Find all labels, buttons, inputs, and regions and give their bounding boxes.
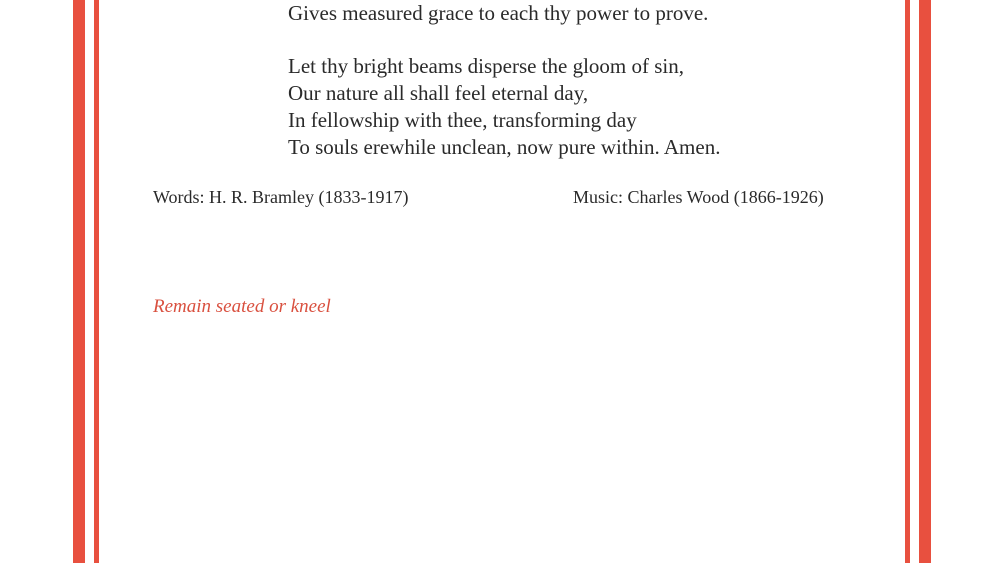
left-outer-border	[73, 0, 85, 563]
verse-line: To souls erewhile unclean, now pure within. Amen.	[288, 135, 721, 159]
music-credit: Music: Charles Wood (1866-1926)	[573, 187, 824, 207]
verse-line: Gives measured grace to each thy power to prove.	[288, 1, 709, 25]
rubric-instruction: Remain seated or kneel	[153, 296, 331, 317]
previous-stanza-tail	[288, 0, 708, 27]
verse-line: Let thy bright beams disperse the gloom of sin,	[288, 54, 685, 78]
hymn-stanza	[288, 53, 720, 161]
words-credit: Words: H. R. Bramley (1833-1917)	[153, 187, 409, 207]
left-inner-border	[94, 0, 99, 563]
verse-line: In fellowship with thee, transforming day	[288, 108, 637, 132]
right-outer-border	[919, 0, 931, 563]
verse-line: Our nature all shall feel eternal day,	[288, 81, 589, 105]
right-inner-border	[905, 0, 910, 563]
